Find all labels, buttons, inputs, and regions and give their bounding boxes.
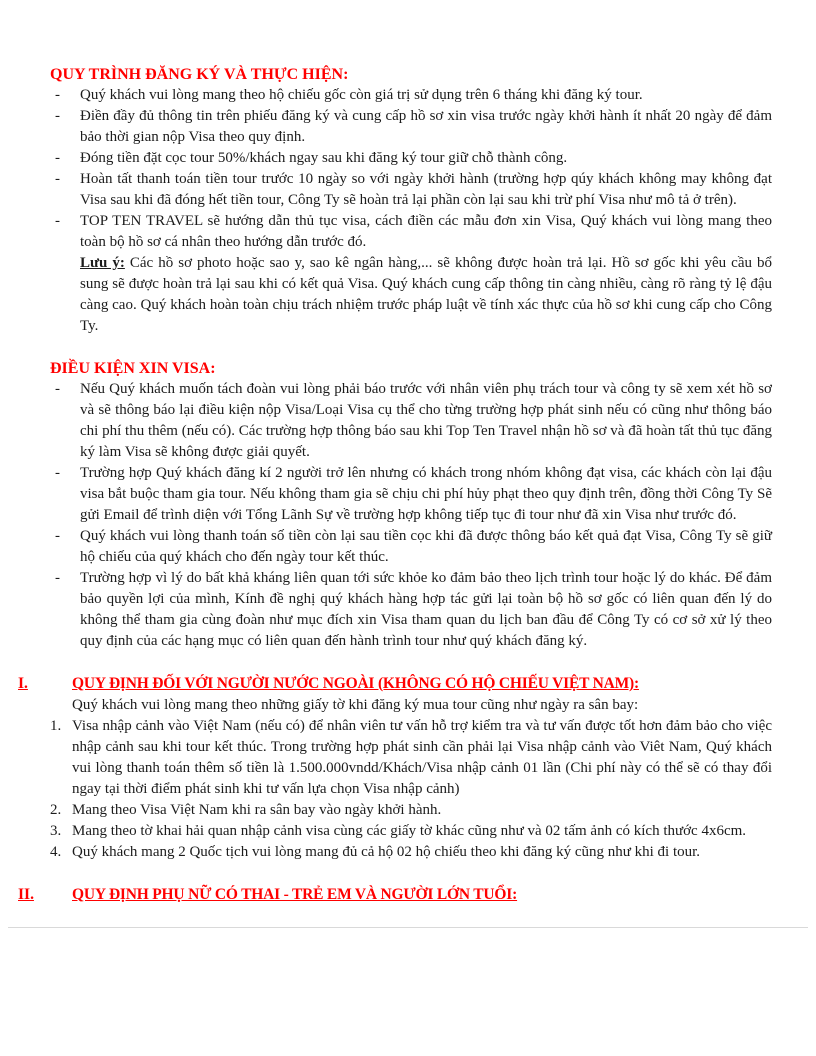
dash-bullet-marker: -: [55, 87, 60, 103]
dash-bullet-marker: -: [55, 465, 60, 481]
note-paragraph: [80, 253, 772, 337]
item-number: 3.: [50, 823, 62, 839]
bullet-item: [55, 379, 772, 463]
roman-numeral: II.: [18, 886, 34, 903]
roman-numeral: I.: [18, 675, 28, 692]
bullet-text: Quý khách vui lòng thanh toán số tiền còn lại sau tiền cọc khi đã được thông báo kết quả đạt Visa, Công Ty sẽ giữ hộ chiếu của quý khách cho đến ngày tour kết thúc.: [80, 528, 772, 565]
item-number: 2.: [50, 802, 62, 818]
note-text: Các hồ sơ photo hoặc sao y, sao kê ngân hàng,... sẽ không được hoàn trả lại. Hồ sơ gốc khi yêu cầu bổ sung sẽ được hoàn trả lại sau khi có kết quả Visa. Quý khách cung cấp thông tin càng nhiều, càng rõ ràng tỷ lệ đậu càng cao. Quý khách hoàn toàn chịu trách nhiệm trước pháp luật về tính xác thực của hồ sơ khi cung cấp cho Công Ty.: [80, 255, 773, 334]
bullet-text: Trường hợp vì lý do bất khả kháng liên quan tới sức khỏe ko đảm bảo theo lịch trình tour hoặc lý do khác. Để đảm bảo quyền lợi của mình, Kính đề nghị quý khách hàng hợp tác gửi lại toàn bộ hồ sơ gốc có liên quan đến lý do không thể tham gia cùng đoàn như mục đích xin Visa tham quan du lịch ban đầu để Công Ty có cơ sở xử lý theo quy định của các hạng mục có liên quan đến hành trình tour như quý khách đăng ký.: [80, 570, 772, 649]
bullet-item: [55, 526, 772, 568]
item-text: Quý khách mang 2 Quốc tịch vui lòng mang đủ cả hộ 02 hộ chiếu theo khi đăng ký cũng như khi đi tour.: [72, 844, 701, 860]
section-b1: [0, 358, 772, 652]
roman-heading-row: [18, 673, 772, 695]
item-text: Mang theo tờ khai hải quan nhập cảnh visa cùng các giấy tờ khác cũng như và 02 tấm ảnh có kích thước 4x6cm.: [72, 823, 747, 839]
section-heading: QUY ĐỊNH ĐỐI VỚI NGƯỜI NƯỚC NGOÀI (KHÔNG CÓ HỘ CHIẾU VIỆT NAM):: [72, 675, 639, 692]
section-heading: QUY TRÌNH ĐĂNG KÝ VÀ THỰC HIỆN:: [50, 66, 349, 83]
dash-bullet-marker: -: [55, 213, 60, 229]
section-i: [0, 673, 772, 863]
dash-bullet-marker: -: [55, 381, 60, 397]
section-ii: [0, 884, 772, 906]
bullet-item: [55, 148, 772, 169]
section-heading: ĐIỀU KIỆN XIN VISA:: [50, 360, 216, 377]
bullet-text: Quý khách vui lòng mang theo hộ chiếu gốc còn giá trị sử dụng trên 6 tháng khi đăng ký tour.: [80, 87, 643, 103]
dash-bullet-marker: -: [55, 150, 60, 166]
bullet-item: [55, 463, 772, 526]
numbered-item: [50, 800, 772, 821]
bullet-item: [55, 169, 772, 211]
dash-bullet-marker: -: [55, 108, 60, 124]
note-label: Lưu ý:: [80, 255, 125, 271]
bullet-item: [55, 211, 773, 337]
bullet-item: [55, 85, 772, 106]
dash-bullet-marker: -: [55, 570, 60, 586]
numbered-item: [50, 716, 772, 800]
item-text: Mang theo Visa Việt Nam khi ra sân bay vào ngày khởi hành.: [72, 802, 442, 818]
dash-bullet-marker: -: [55, 171, 60, 187]
bullet-text: Điền đầy đủ thông tin trên phiếu đăng ký và cung cấp hồ sơ xin visa trước ngày khởi hành ít nhất 20 ngày để đảm bảo thời gian nộp Visa theo quy định.: [80, 108, 772, 145]
numbered-item: [50, 821, 772, 842]
numbered-item: [50, 842, 772, 863]
bullet-text: Trường hợp Quý khách đăng kí 2 người trở lên nhưng có khách trong nhóm không đạt visa, các khách còn lại đậu visa bắt buộc tham gia tour. Nếu không tham gia sẽ chịu chi phí hủy phạt theo quy định trên, đồng thời Công Ty Sẽ gửi Email để trình diện với Tổng Lãnh Sự về trường hợp không tiếp tục đi tour như đã xin Visa như trước đó.: [80, 465, 772, 523]
item-number: 1.: [50, 718, 62, 734]
section-intro: Quý khách vui lòng mang theo những giấy tờ khi đăng ký mua tour cũng như ngày ra sân bay:: [72, 697, 639, 713]
bullet-text: TOP TEN TRAVEL sẽ hướng dẫn thủ tục visa, cách điền các mẫu đơn xin Visa, Quý khách vui lòng mang theo toàn bộ hồ sơ cá nhân theo hướng dẫn trước đó.: [80, 213, 772, 250]
bullet-text: Nếu Quý khách muốn tách đoàn vui lòng phải báo trước với nhân viên phụ trách tour và công ty sẽ xem xét hồ sơ và sẽ thông báo lại điều kiện nộp Visa/Loại Visa cụ thể cho từng trường hợp phát sinh nếu có cũng như thông báo chi phí thu thêm (nếu có). Các trường hợp thông báo sau khi Top Ten Travel nhận hồ sơ và đã hoàn tất thủ tục đăng ký làm Visa sẽ không được giải quyết.: [80, 381, 772, 460]
bullet-text: Đóng tiền đặt cọc tour 50%/khách ngay sau khi đăng ký tour giữ chỗ thành công.: [80, 150, 568, 166]
section-b0: [0, 64, 772, 337]
bullet-text: Hoàn tất thanh toán tiền tour trước 10 ngày so với ngày khởi hành (trường hợp qúy khách không may không đạt Visa sau khi đã đóng hết tiền tour, Công Ty sẽ hoàn trả lại phần còn lại sau khi trừ phí Visa như mô tả ở trên).: [80, 171, 772, 208]
section-heading: QUY ĐỊNH PHỤ NỮ CÓ THAI - TRẺ EM VÀ NGƯỜI LỚN TUỔI:: [72, 886, 518, 903]
roman-heading-row: [18, 884, 772, 906]
bullet-item: [55, 106, 772, 148]
bullet-item: [55, 568, 772, 652]
item-text: Visa nhập cảnh vào Việt Nam (nếu có) để nhân viên tư vấn hỗ trợ kiểm tra và tư vấn được tốt hơn đảm bảo cho việc nhập cảnh sau khi tour kết thúc. Trong trường hợp phát sinh cần phải lại Visa nhập cảnh vào Viêt Nam, Quý khách vui lòng thanh toán thêm số tiền là 1.500.000vndd/Khách/Visa nhập cảnh 01 lần (Chi phí này có thể sẽ có thay đổi ngay tại thời điểm phát sinh khi tư vấn lựa chọn Visa nhập cảnh): [72, 718, 772, 797]
dash-bullet-marker: -: [55, 528, 60, 544]
page-divider: [8, 927, 808, 928]
item-number: 4.: [50, 844, 62, 860]
